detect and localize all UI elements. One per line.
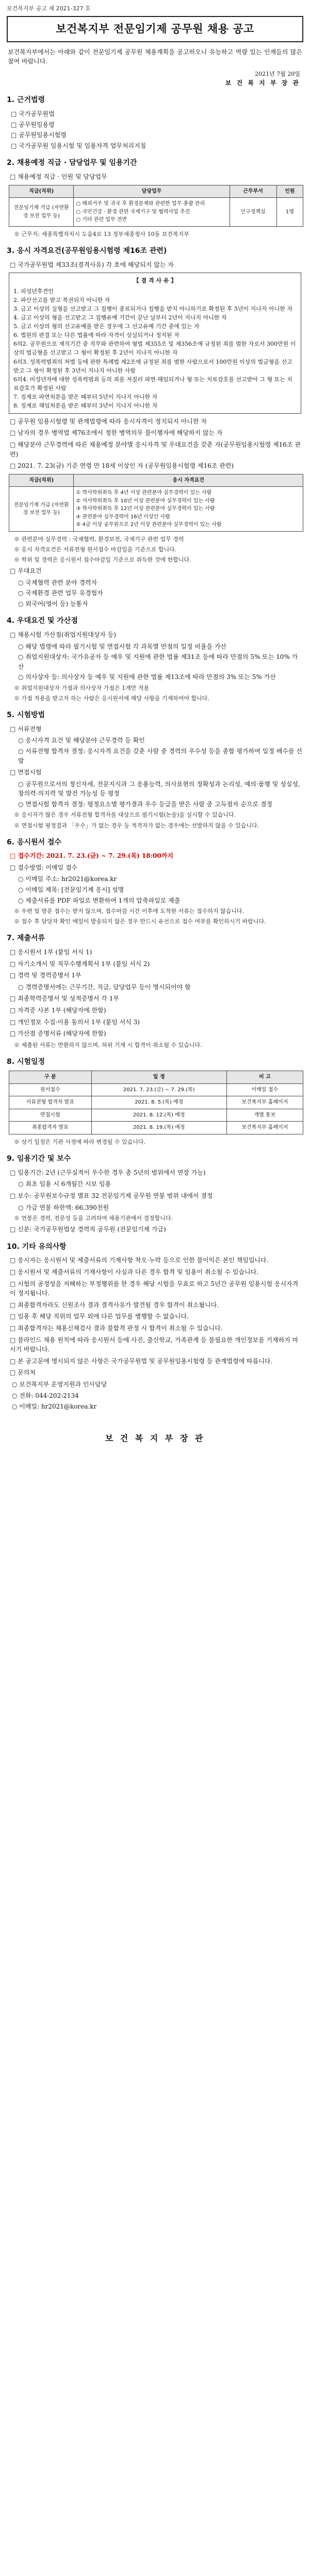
list-item: □ 신분: 국가공무원법상 경력직 공무원 (전문임기제 가급) [10, 1226, 166, 1233]
table-cell: 2021. 7. 23.(금) ~ 7. 29.(목) [91, 1083, 226, 1096]
signature-org: 보 건 복 지 부 장 관 [105, 1433, 205, 1443]
section-bonus-points [7, 616, 303, 703]
list-item: □ 보수: 공무원보수규정 별표 32 전문임기제 공무원 연봉 범위 내에서 결정 [10, 1192, 213, 1199]
list-item: □ 접수기간: 2021. 7. 23.(금) ~ 7. 29.(목) 18:00까지 [10, 852, 173, 860]
table-header: 인원 [276, 185, 303, 198]
notice-date: 2021년 7월 20일 [255, 70, 300, 77]
note-text: ※ 우편 및 방문 접수는 받지 않으며, 접수마감 시간 이후에 도착한 서류는 접수하지 않습니다. [14, 908, 244, 915]
requirements-table [9, 474, 303, 532]
list-item: ○ 취업지원대상자: 국가유공자 등 예우 및 지원에 관한 법률 제31조 등에 따라 만점의 5% 또는 10% 가산 [18, 653, 298, 670]
list-item: □ 자격증 사본 1부 (해당자에 한함) [10, 1006, 106, 1014]
list-item: □ 면접시험 [10, 769, 42, 776]
table-cell: 2021. 8. 19.(목) 예정 [91, 1122, 226, 1134]
table-cell: 이메일 접수 [226, 1083, 303, 1096]
section-title: 2. 채용예정 직급 · 담당업무 및 임용기간 [7, 159, 137, 167]
table-cell: 2021. 8. 5.(목) 예정 [91, 1096, 226, 1109]
list-item: □ 가산점 증명서류 (해당자에 한함) [10, 1030, 106, 1038]
table-cell: 1명 [276, 198, 303, 227]
section-title: 3. 응시 자격요건(공무원임용시험령 제16조 관련) [7, 246, 167, 255]
note-text: ※ 연봉은 경력, 전문성 등을 고려하여 채용기관에서 결정합니다. [14, 1215, 173, 1222]
list-item: ○ 이메일 제목: [전문임기제 응시] 성명 [18, 886, 124, 894]
list-item: □ 본 공고문에 명시되지 않은 사항은 국가공무원법 및 공무원임용시험령 등 관계법령에 따릅니다. [10, 1357, 273, 1365]
list-item: □ 개인정보 수집·이용 동의서 1부 (붙임 서식 3) [10, 1018, 140, 1026]
section-position [7, 158, 303, 238]
list-item: □ 공무원임용령 [11, 121, 55, 128]
list-item: □ 시험의 공정성을 저해하는 부정행위를 한 경우 해당 시험을 무효로 하고 5년간 공무원 임용시험 응시자격이 정지됩니다. [10, 1280, 299, 1297]
list-item: □ 채용시험 가산점(취업지원대상자 등) [10, 631, 117, 638]
section-documents [7, 933, 303, 1049]
box-line: 8. 징계로 해임처분을 받은 때부터 3년이 지나지 아니한 자 [13, 402, 158, 409]
table-header: 직급(직위) [9, 185, 74, 198]
notice-page [7, 0, 303, 1445]
box-line: 7. 징계로 파면처분을 받은 때부터 5년이 지나지 아니한 자 [13, 393, 158, 400]
table-cell: 보건복지부 홈페이지 [226, 1096, 303, 1109]
list-item: □ 2021. 7. 23(금) 기준 연령 만 18세 이상인 자 (공무원임용시험령 제16조 관련) [10, 462, 234, 470]
note-text: ※ 접수 후 담당자 확인 메일이 발송되지 않은 경우 반드시 유선으로 접수 여부를 확인하시기 바랍니다. [14, 918, 266, 925]
table-header: 일 정 [91, 1071, 226, 1084]
section-title: 5. 시험방법 [7, 711, 45, 720]
legal-basis-list [11, 109, 303, 150]
email-address[interactable]: ○ 이메일 주소: hr2021@korea.kr [18, 875, 117, 883]
table-row [9, 1096, 303, 1109]
table-header: 담당업무 [74, 185, 230, 198]
table-header: 근무부서 [230, 185, 276, 198]
section-title: 6. 응시원서 접수 [7, 838, 61, 846]
list-item: ○ 공무원으로서의 정신자세, 전문지식과 그 응용능력, 의사표현의 정확성과 논리성, 예의·품행 및 성실성, 창의력·의지력 및 발전 가능성 등 평정 [18, 780, 300, 798]
table-cell: 개별 통보 [226, 1109, 303, 1122]
table-cell: 최종합격자 발표 [9, 1122, 92, 1134]
table-cell: 서류전형 합격자 발표 [9, 1096, 92, 1109]
box-line: 4. 금고 이상의 형을 선고받고 그 집행유예 기간이 끝난 날부터 2년이 지나지 아니한 자 [13, 314, 227, 321]
table-row [9, 198, 303, 227]
table-row [9, 1083, 303, 1096]
list-item: □ 임용기간: 2년 (근무실적이 우수한 경우 총 5년의 범위에서 연장 가능) [10, 1168, 206, 1176]
list-item: ○ 국제환경 관련 업무 유경험자 [18, 589, 103, 597]
section-eligibility [7, 246, 303, 608]
list-item: ○ 국제협력 관련 분야 경력자 [18, 579, 97, 586]
list-item: ○ 외국어(영어 등) 능통자 [18, 600, 88, 607]
note-text: ※ 제출된 서류는 반환하지 않으며, 허위 기재 시 합격이 취소될 수 있습니다. [14, 1041, 202, 1048]
table-header: 응시 자격요건 [74, 474, 303, 487]
position-table [9, 185, 303, 227]
list-item: □ 최종합격자라도 신원조사 결과 결격사유가 발견될 경우 합격이 취소됩니다. [10, 1301, 219, 1309]
list-item: □ 자기소개서 및 직무수행계획서 1부 (붙임 서식 2) [10, 960, 150, 968]
list-item: □ 경력 및 경력증명서 1부 [10, 972, 81, 979]
list-item: □ 최종합격자는 채용신체검사 결과 불합격 판정 시 합격이 취소될 수 있습니다. [10, 1324, 223, 1332]
section-term-salary [7, 1154, 303, 1234]
list-item: ○ 최초 임용 시 6개월간 시보 임용 [18, 1180, 111, 1188]
list-item: □ 서류전형 [10, 725, 42, 733]
table-header: 직급(직위) [9, 474, 74, 487]
intro-text: 보건복지부에서는 아래와 같이 전문임기제 공무원 채용계획을 공고하오니 유능하고 역량 있는 인재들의 많은 참여 바랍니다. [8, 48, 302, 65]
contact-title: □ 문의처 [10, 1369, 36, 1377]
list-item: ○ 서류전형 합격자 결정: 응시자격 요건을 갖춘 사람 중 경력의 우수성 등을 종합 평가하여 일정 배수를 선발 [18, 747, 302, 765]
list-item: □ 응시원서 1부 (붙임 서식 1) [10, 948, 92, 956]
table-cell: ① 박사학위취득 후 4년 이상 관련분야 실무경력이 있는 사람 ② 석사학위취득 후 10년 이상 관련분야 실무경력이 있는 사람 ③ 학사학위취득 후 12년 이상 관련분야 실무경력이 있는 사람 ④ 관련분야 실무경력이 16년 이상인 사람 ⑤ 4급 이상 공무원으로 2년 이상 관련분야 실무경력이 있는 사람 [74, 487, 303, 532]
preference-title: □ 우대요건 [10, 567, 42, 574]
list-item: □ 국가공무원법 [11, 110, 55, 118]
note-text: ※ 근무지: 세종특별자치시 도움4로 13 정부세종청사 10동 보건복지부 [14, 230, 189, 238]
note-text: ※ 학위 및 경력은 응시원서 접수마감일 기준으로 취득한 것에 한합니다. [14, 556, 191, 563]
note-text: ※ 면접시험 평정결과 「우수」가 없는 경우 등 적격자가 없는 경우에는 선발하지 않을 수 있습니다. [14, 822, 259, 829]
contact-line: ○ 보건복지부 운영지원과 인사담당 [12, 1380, 107, 1388]
page-title: 보건복지부 전문임기제 공무원 채용 공고 [56, 23, 254, 36]
list-item: □ 응시원서 및 제출서류의 기재사항이 사실과 다른 경우 합격 및 임용이 취소될 수 있습니다. [10, 1268, 259, 1276]
list-item: □ 공무원 임용시험령 및 관계법령에 따라 응시자격이 정지되지 아니한 자 [10, 417, 207, 425]
section-other-notes [7, 1242, 303, 1412]
table-cell: 전문임기제 가급 (자연환경 보전 업무 등) [9, 487, 74, 532]
table-row [9, 487, 303, 532]
table-header: 비 고 [226, 1071, 303, 1084]
section-schedule [7, 1057, 303, 1146]
note-text: ※ 응시 자격요건은 서류전형 원서접수 마감일을 기준으로 합니다. [14, 546, 177, 553]
list-item: ○ 제출서류를 PDF 파일로 변환하여 1개의 압축파일로 제출 [18, 896, 181, 904]
list-item: ○ 의사상자 등: 의사상자 등 예우 및 지원에 관한 법률 제13조에 따라 만점의 3% 또는 5% 가산 [18, 673, 276, 681]
list-item: □ 해당분야 근무경력에 따른 채용예정 분야별 응시자격 및 우대요건을 갖춘 자(공무원임용시험령 제16조 관련) [10, 440, 301, 458]
list-item: □ 최종학력증명서 및 성적증명서 각 1부 [10, 995, 119, 1003]
disqualification-box [9, 273, 301, 414]
box-line: 2. 파산선고를 받고 복권되지 아니한 자 [13, 297, 110, 304]
box-line: 5. 금고 이상의 형의 선고유예를 받은 경우에 그 선고유예 기간 중에 있는 자 [13, 323, 200, 330]
list-item: □ 블라인드 채용 원칙에 따라 응시원서 등에 사진, 출신학교, 가족관계 등 불필요한 개인정보를 기재하지 마시기 바랍니다. [10, 1336, 299, 1353]
box-line: 6의3. 성폭력범죄의 처벌 등에 관한 특례법 제2조에 규정된 죄를 범한 사람으로서 100만원 이상의 벌금형을 선고받고 그 형이 확정된 후 3년이 지나지 아니한 사람 [13, 358, 292, 374]
list-item: □ 접수방법: 이메일 접수 [10, 863, 78, 871]
section-title: 4. 우대요건 및 가산점 [7, 617, 78, 625]
table-cell: 전문임기제 가급 (자연환경 보전 업무 등) [9, 198, 74, 227]
table-cell: 2021. 8. 12.(목) 예정 [91, 1109, 226, 1122]
list-item: □ 공무원임용시험령 [11, 131, 67, 139]
section-exam-method [7, 710, 303, 830]
list-item: □ 남자의 경우 병역법 제76조에서 정한 병역의무 불이행자에 해당하지 않는 자 [10, 429, 223, 437]
note-text: ※ 취업지원대상자 가점과 의사상자 가점은 1개만 적용 [14, 684, 150, 691]
position-table-wrap [9, 185, 303, 227]
table-header: 구 분 [9, 1071, 92, 1084]
table-cell: ○ 해외거주 및 귀국 후 환경문제와 관련한 업무 총괄 관리 ○ 국민건강 · 환경 관련 국제기구 및 협력사업 추진 ○ 기타 관련 업무 전반 [74, 198, 230, 227]
list-item: □ 채용예정 직급 · 인원 및 담당업무 [10, 173, 107, 181]
note-text: ※ 상기 일정은 기관 사정에 따라 변경될 수 있습니다. [14, 1138, 145, 1145]
section-legal-basis [7, 95, 303, 150]
schedule-table-wrap [9, 1071, 303, 1134]
table-cell: 면접시험 [9, 1109, 92, 1122]
schedule-table [9, 1071, 303, 1134]
box-line: 6. 법원의 판결 또는 다른 법률에 따라 자격이 상실되거나 정지된 자 [13, 332, 180, 339]
list-item: □ 국가공무원 임용시험 및 임용자격 업무처리지침 [11, 142, 146, 149]
note-text: ※ 가점 적용을 받고자 하는 사람은 응시원서에 해당 사항을 기재하여야 합니다. [14, 694, 209, 702]
section-title: 7. 제출서류 [7, 934, 45, 943]
box-line: 3. 금고 이상의 실형을 선고받고 그 집행이 종료되거나 집행을 받지 아니하기로 확정된 후 5년이 지나지 아니한 자 [13, 306, 292, 313]
list-item: ○ 응시자격 요건 및 해당분야 근무경력 등 확인 [18, 737, 145, 744]
list-item: □ 응시자는 응시원서 및 제출서류의 기재사항 착오·누락 등으로 인한 불이익은 본인 책임입니다. [10, 1257, 269, 1264]
table-row [9, 1122, 303, 1134]
note-text: ※ 응시자가 많은 경우 서류전형 합격자를 대상으로 필기시험(논술)을 실시할 수 있습니다. [14, 811, 236, 819]
table-cell: 보건복지부 홈페이지 [226, 1122, 303, 1134]
title-box [7, 16, 303, 42]
list-item: □ 국가공무원법 제33조(결격사유) 각 호에 해당되지 않는 자 [10, 261, 174, 268]
section-title: 8. 시험일정 [7, 1057, 45, 1066]
table-cell: 원서접수 [9, 1083, 92, 1096]
box-title: 【 결 격 사 유 】 [133, 277, 177, 284]
section-title: 1. 근거법령 [7, 96, 45, 105]
list-item: ○ 경력증명서에는 근무기간, 직급, 담당업무 등이 명시되어야 함 [18, 983, 191, 991]
contact-phone[interactable]: ○ 전화: 044-202-2134 [12, 1392, 79, 1399]
contact-email[interactable]: ○ 이메일: hr2021@korea.kr [12, 1403, 97, 1411]
box-line: 6의2. 공무원으로 재직기간 중 직무와 관련하여 형법 제355조 및 제356조에 규정된 죄를 범한 자로서 300만원 이상의 벌금형을 선고받고 그 형이 확정된 후 2년이 지나지 아니한 자 [13, 341, 296, 357]
list-item: □ 임용 후 해당 직위의 업무 외에 다른 업무를 병행할 수 없습니다. [10, 1313, 189, 1320]
section-title: 10. 기타 유의사항 [7, 1242, 67, 1251]
list-item: ○ 가급 연봉 하한액: 66,390천원 [18, 1204, 109, 1211]
list-item: ○ 면접시험 합격자 결정: 평정요소별 평가결과 우수 등급을 받은 사람 중 고득점자 순으로 결정 [18, 800, 273, 808]
requirements-table-wrap [9, 474, 303, 532]
table-row [9, 1109, 303, 1122]
section-application [7, 837, 303, 926]
notice-org: 보 건 복 지 부 장 관 [225, 79, 300, 87]
note-text: ※ 관련분야 실무경력 : 국제협력, 환경보전, 국제기구 관련 업무 경력 [14, 535, 184, 543]
section-title: 9. 임용기간 및 보수 [7, 1155, 71, 1163]
notice-number: 보건복지부 공고 제 2021-327 호 [7, 5, 91, 12]
box-line: 6의4. 미성년자에 대한 성폭력범죄 등의 죄를 저질러 파면·해임되거나 형 또는 치료감호를 선고받아 그 형 또는 치료감호가 확정된 사람 [13, 376, 292, 392]
list-item: ○ 해당 법령에 따라 필기시험 및 면접시험 각 과목별 만점의 일정 비율을 가산 [18, 642, 227, 650]
table-cell: 인구정책실 [230, 198, 276, 227]
box-line: 1. 피성년후견인 [13, 288, 54, 295]
